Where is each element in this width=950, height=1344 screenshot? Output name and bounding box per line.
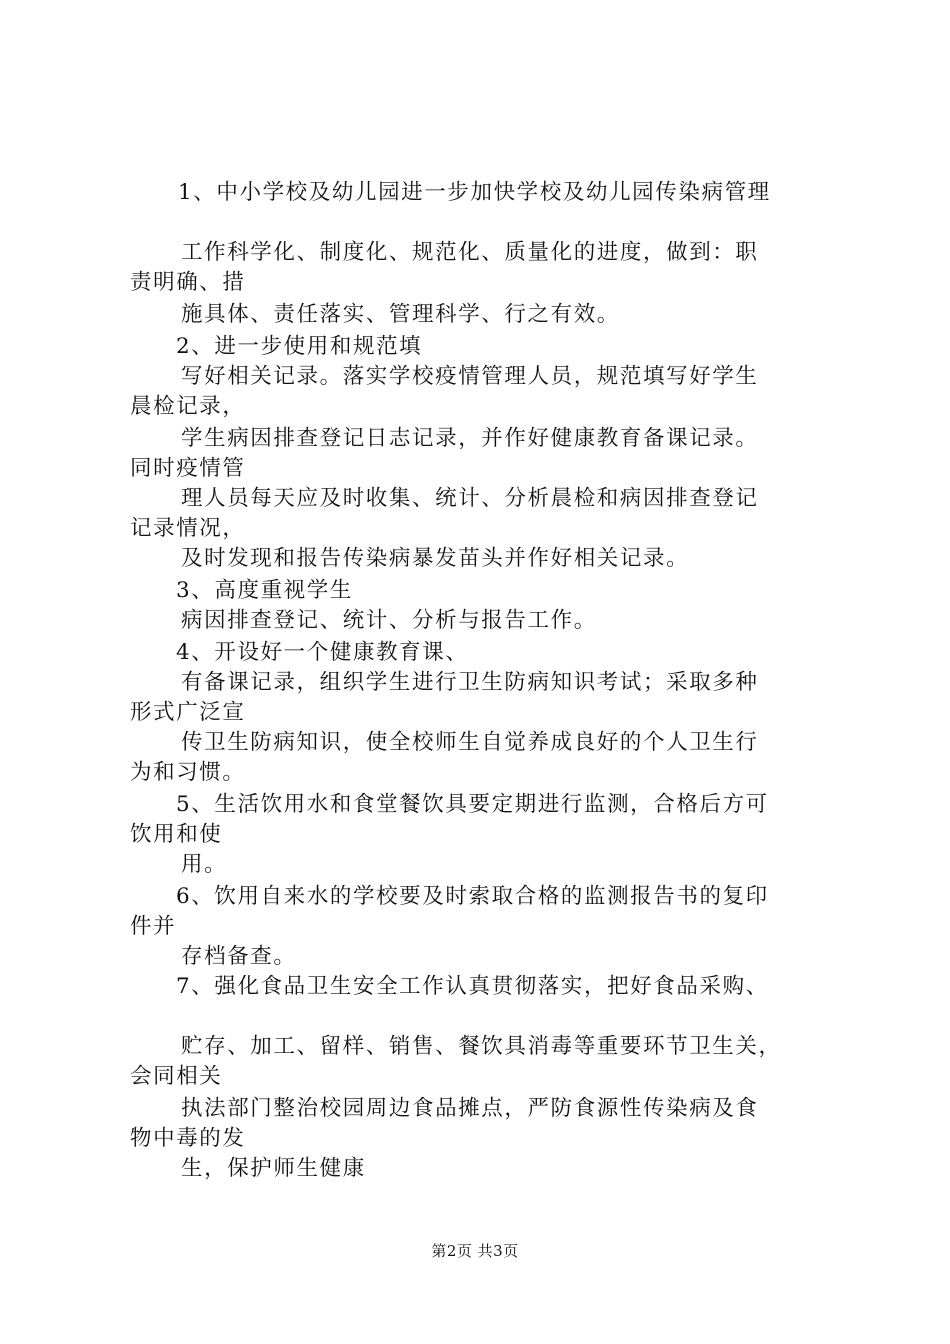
- text-line: 贮存、加工、留样、销售、餐饮具消毒等重要环节卫生关，: [181, 1034, 782, 1059]
- text-line: 饮用和使: [130, 822, 223, 847]
- text-line: 会同相关: [130, 1064, 223, 1089]
- text-line: 晨检记录，: [130, 394, 246, 419]
- text-line: 4、开设好一个健康教育课、: [176, 640, 469, 665]
- text-line: 理人员每天应及时收集、统计、分析晨检和病因排查登记: [181, 486, 759, 511]
- text-line: 记录情况，: [130, 516, 246, 541]
- text-line: 及时发现和报告传染病暴发苗头并作好相关记录。: [181, 546, 690, 571]
- text-line: 施具体、责任落实、管理科学、行之有效。: [181, 302, 620, 327]
- text-line: 传卫生防病知识，使全校师生自觉养成良好的个人卫生行: [181, 730, 759, 755]
- text-line: 生，保护师生健康: [181, 1156, 366, 1181]
- text-line: 同时疫情管: [130, 456, 246, 481]
- text-line: 5、生活饮用水和食堂餐饮具要定期进行监测，合格后方可: [176, 792, 769, 817]
- text-line: 形式广泛宣: [130, 700, 246, 725]
- text-line: 工作科学化、制度化、规范化、质量化的进度，做到：职: [181, 240, 759, 265]
- text-line: 1、中小学校及幼儿园进一步加快学校及幼儿园传染病管理: [178, 180, 771, 205]
- text-line: 有备课记录，组织学生进行卫生防病知识考试；采取多种: [181, 670, 759, 695]
- text-line: 执法部门整治校园周边食品摊点，严防食源性传染病及食: [181, 1096, 759, 1121]
- text-line: 用。: [181, 852, 228, 877]
- text-line: 责明确、措: [130, 270, 246, 295]
- text-line: 物中毒的发: [130, 1126, 246, 1151]
- text-line: 7、强化食品卫生安全工作认真贯彻落实，把好食品采购、: [176, 974, 769, 999]
- text-line: 写好相关记录。落实学校疫情管理人员，规范填写好学生: [181, 364, 759, 389]
- page-number-footer: 第2页 共3页: [431, 1242, 519, 1260]
- text-line: 件并: [130, 914, 177, 939]
- text-line: 为和习惯。: [130, 760, 246, 785]
- text-line: 3、高度重视学生: [176, 578, 353, 603]
- text-line: 病因排查登记、统计、分析与报告工作。: [181, 608, 597, 633]
- text-line: 2、进一步使用和规范填: [176, 334, 423, 359]
- text-line: 存档备查。: [181, 944, 297, 969]
- text-line: 6、饮用自来水的学校要及时索取合格的监测报告书的复印: [176, 884, 769, 909]
- text-line: 学生病因排查登记日志记录，并作好健康教育备课记录。: [181, 426, 759, 451]
